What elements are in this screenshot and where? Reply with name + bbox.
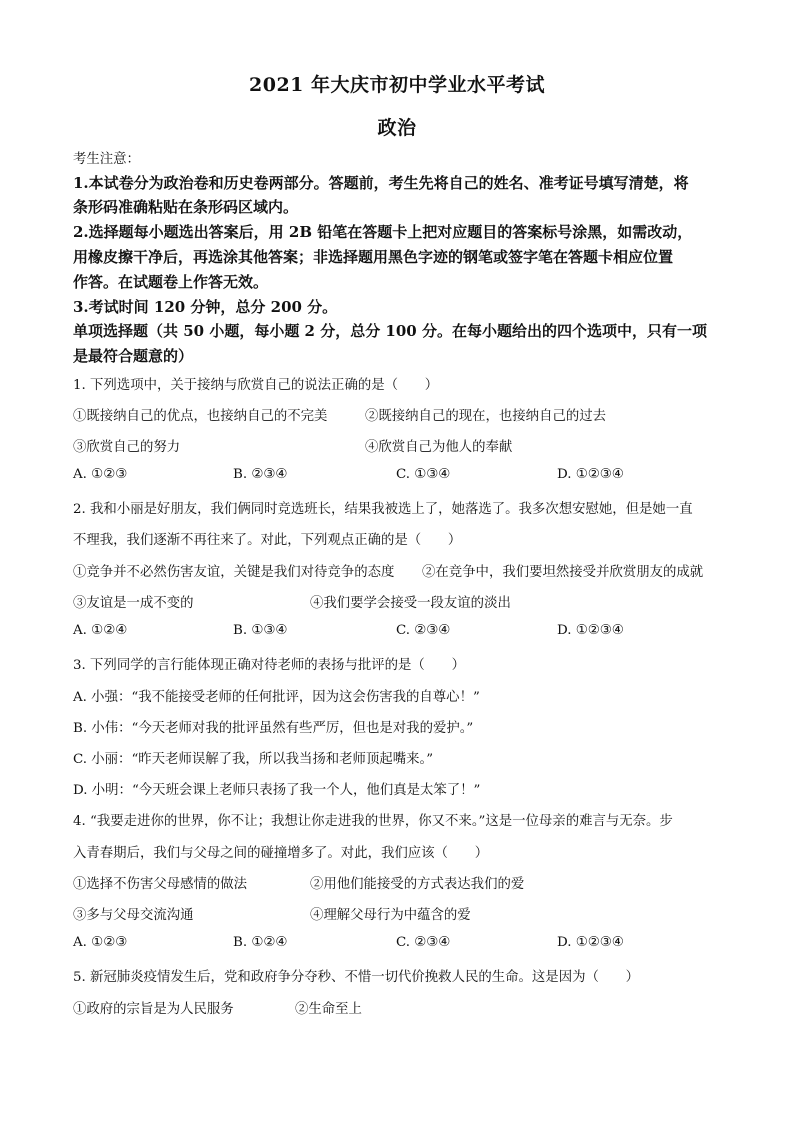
- question-1-choice-b: B. ②③④: [233, 467, 288, 482]
- question-3-choice-b: B. 小伟：“今天老师对我的批评虽然有些严厉，但也是对我的爱护。”: [73, 721, 474, 736]
- question-2-choice-a: A. ①②④: [73, 623, 128, 638]
- notice-line: 条形码准确粘贴在条形码区域内。: [73, 198, 299, 216]
- question-2-item: ③友谊是一成不变的: [73, 596, 194, 611]
- question-1-choice-a: A. ①②③: [73, 467, 128, 482]
- question-4-item: ④理解父母行为中蕴含的爱: [310, 908, 471, 923]
- notice-line: 作答。在试题卷上作答无效。: [73, 273, 269, 291]
- notice-heading: 考生注意：: [73, 152, 140, 167]
- question-4-choice-c: C. ②③④: [396, 935, 451, 950]
- question-1-item: ④欣赏自己为他人的奉献: [365, 440, 513, 455]
- question-2-choice-c: C. ②③④: [396, 623, 451, 638]
- question-1-item: ②既接纳自己的现在，也接纳自己的过去: [365, 409, 607, 424]
- question-1-choice-d: D. ①②③④: [557, 467, 624, 482]
- question-2-item: ④我们要学会接受一段友谊的淡出: [310, 596, 511, 611]
- question-3-choice-d: D. 小明：“今天班会课上老师只表扬了我一个人，他们真是太笨了！”: [73, 783, 481, 798]
- question-2-item: ②在竞争中，我们要坦然接受并欣赏朋友的成就: [422, 565, 704, 580]
- question-2-choice-b: B. ①③④: [233, 623, 288, 638]
- question-4-item: ③多与父母交流沟通: [73, 908, 194, 923]
- question-2-stem: 2. 我和小丽是好朋友，我们俩同时竞选班长，结果我被选上了，她落选了。我多次想安慰她，但是她一直: [73, 502, 693, 517]
- notice-line: 用橡皮擦干净后，再选涂其他答案；非选择题用黑色字迹的钢笔或签字笔在答题卡相应位置: [73, 248, 674, 266]
- question-1-stem: 1. 下列选项中，关于接纳与欣赏自己的说法正确的是（ ）: [73, 378, 439, 393]
- question-3-choice-a: A. 小强：“我不能接受老师的任何批评，因为这会伤害我的自尊心！”: [73, 690, 480, 705]
- question-3-stem: 3. 下列同学的言行能体现正确对待老师的表扬与批评的是（ ）: [73, 658, 465, 673]
- question-1-choice-c: C. ①③④: [396, 467, 451, 482]
- question-4-item: ②用他们能接受的方式表达我们的爱: [310, 877, 525, 892]
- question-4-item: ①选择不伤害父母感情的做法: [73, 877, 248, 892]
- question-2-item: ①竞争并不必然伤害友谊，关键是我们对待竞争的态度: [73, 565, 395, 580]
- question-1-item: ③欣赏自己的努力: [73, 440, 181, 455]
- question-4-choice-a: A. ①②③: [73, 935, 128, 950]
- exam-title: 2021 年大庆市初中学业水平考试: [249, 74, 545, 96]
- notice-line: 3.考试时间 120 分钟，总分 200 分。: [73, 298, 338, 316]
- subject-title: 政治: [377, 117, 417, 139]
- question-4-choice-d: D. ①②③④: [557, 935, 624, 950]
- question-5-item: ①政府的宗旨是为人民服务: [73, 1002, 234, 1017]
- notice-line: 1.本试卷分为政治卷和历史卷两部分。答题前，考生先将自己的姓名、准考证号填写清楚，将: [73, 174, 689, 192]
- question-3-choice-c: C. 小丽：“昨天老师误解了我，所以我当扬和老师顶起嘴来。”: [73, 752, 434, 767]
- question-5-stem: 5. 新冠肺炎疫情发生后，党和政府争分夺秒、不惜一切代价挽救人民的生命。这是因为（ ）: [73, 970, 640, 985]
- section-instruction: 单项选择题（共 50 小题，每小题 2 分，总分 100 分。在每小题给出的四个选项中，只有一项: [73, 322, 707, 340]
- question-1-item: ①既接纳自己的优点，也接纳自己的不完美: [73, 409, 328, 424]
- question-2-choice-d: D. ①②③④: [557, 623, 624, 638]
- question-4-stem: 4. “我要走进你的世界，你不让；我想让你走进我的世界，你又不来。”这是一位母亲的难言与无奈。步: [73, 814, 673, 829]
- question-4-stem: 入青春期后，我们与父母之间的碰撞增多了。对此，我们应该（ ）: [73, 846, 489, 861]
- section-instruction: 是最符合题意的）: [73, 347, 194, 365]
- question-5-item: ②生命至上: [295, 1002, 362, 1017]
- question-4-choice-b: B. ①②④: [233, 935, 288, 950]
- question-2-stem: 不理我，我们逐渐不再往来了。对此，下列观点正确的是（ ）: [73, 533, 462, 548]
- notice-line: 2.选择题每小题选出答案后，用 2B 铅笔在答题卡上把对应题目的答案标号涂黑，如需改动，: [73, 223, 693, 241]
